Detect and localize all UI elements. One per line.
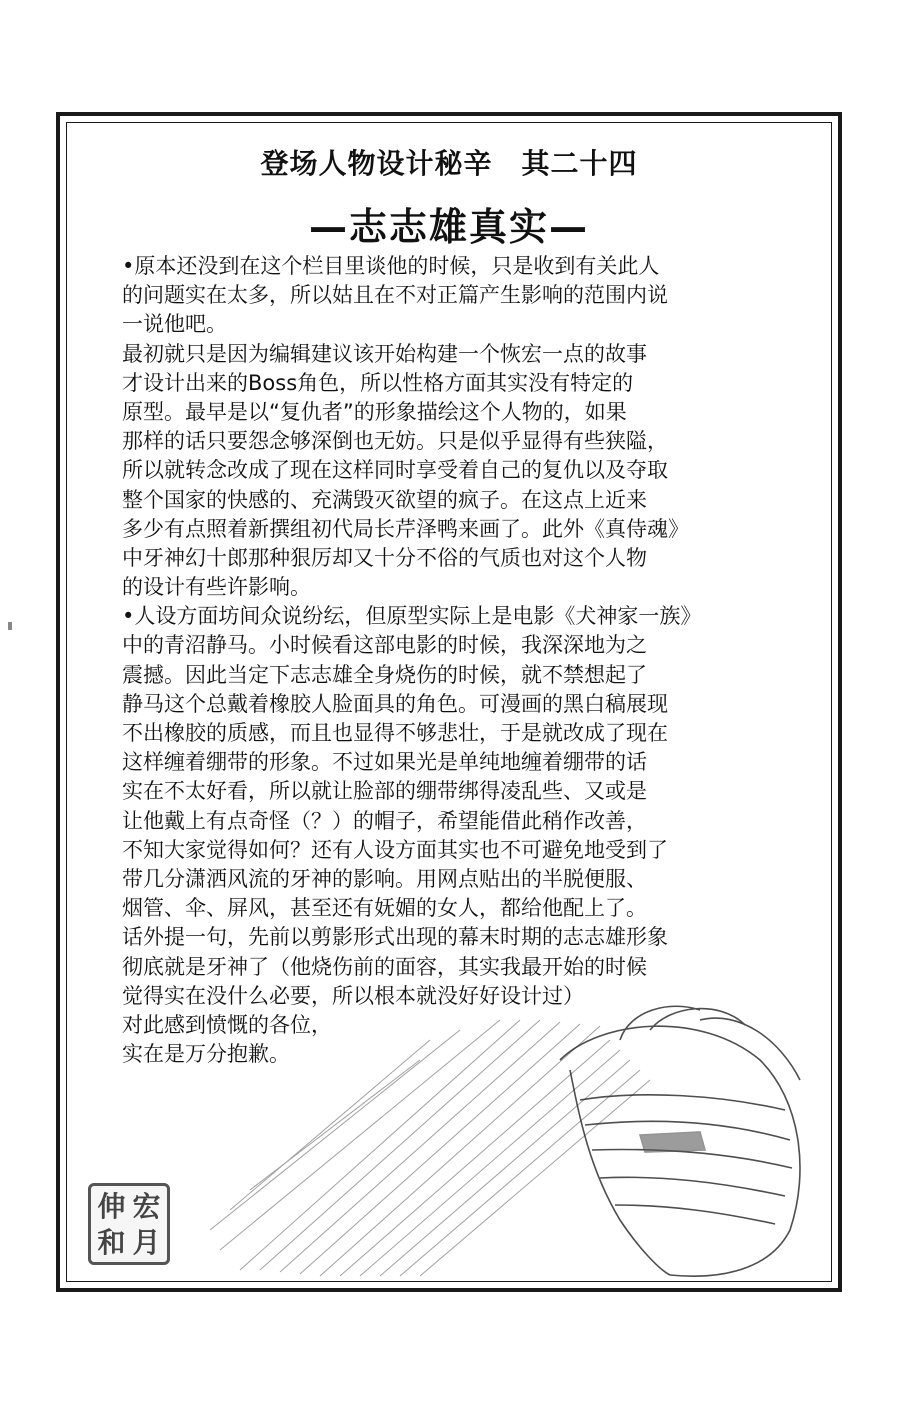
body-line: 所以就转念改成了现在这样同时享受着自己的复仇以及夺取 (122, 458, 668, 483)
body-line: 一说他吧。 (122, 312, 227, 337)
body-line: 整个国家的快感的、充满毁灭欲望的疯子。在这点上近来 (122, 487, 647, 512)
article-body (122, 252, 832, 1069)
body-line: 实在是万分抱歉。 (122, 1042, 290, 1067)
body-line: 那样的话只要怨念够深倒也无妨。只是似乎显得有些狭隘， (122, 429, 668, 454)
body-line: 实在不太好看，所以就让脸部的绷带绑得凌乱些、又或是 (122, 779, 647, 804)
body-line: 话外提一句，先前以剪影形式出现的幕末时期的志志雄形象 (122, 925, 668, 950)
body-line: •原本还没到在这个栏目里谈他的时候，只是收到有关此人 (122, 254, 660, 278)
author-seal-icon (88, 1183, 170, 1265)
body-line: 中牙神幻十郎那种狠厉却又十分不俗的气质也对这个人物 (122, 545, 647, 570)
body-line: 才设计出来的Boss角色，所以性格方面其实没有特定的 (122, 370, 634, 395)
seal-char: 伸 (97, 1190, 126, 1223)
body-line: 这样缠着绷带的形象。不过如果光是单纯地缠着绷带的话 (122, 750, 647, 775)
body-line: 对此感到愤慨的各位， (122, 1012, 332, 1037)
body-line: 觉得实在没什么必要，所以根本就没好好设计过） (122, 983, 584, 1008)
body-line: 中的青沼静马。小时候看这部电影的时候，我深深地为之 (122, 633, 647, 658)
body-line: 原型。最早是以“复仇者”的形象描绘这个人物的，如果 (122, 399, 627, 424)
seal-char: 宏 (132, 1190, 161, 1223)
body-line: 最初就只是因为编辑建议该开始构建一个恢宏一点的故事 (122, 341, 647, 366)
body-line: 让他戴上有点奇怪（？）的帽子，希望能借此稍作改善， (122, 808, 647, 833)
body-line: 的问题实在太多，所以姑且在不对正篇产生影响的范围内说 (122, 283, 668, 308)
body-line: 彻底就是牙神了（他烧伤前的面容，其实我最开始的时候 (122, 954, 647, 979)
page-title: 登场人物设计秘辛 其二十四 (260, 147, 638, 180)
character-sketch-illustration (200, 1000, 830, 1280)
body-line: 震撼。因此当定下志志雄全身烧伤的时候，就不禁想起了 (122, 662, 647, 687)
page-subtitle: —志志雄真实— (308, 205, 589, 249)
page-edge-mark (8, 622, 12, 630)
body-line: 多少有点照着新撰组初代局长芹泽鸭来画了。此外《真侍魂》 (122, 516, 689, 541)
seal-char: 和 (97, 1226, 126, 1259)
body-line: •人设方面坊间众说纷纭，但原型实际上是电影《犬神家一族》 (122, 604, 702, 629)
body-line: 不出橡胶的质感，而且也显得不够悲壮，于是就改成了现在 (122, 721, 668, 745)
body-line: 的设计有些许影响。 (122, 575, 311, 600)
body-line: 静马这个总戴着橡胶人脸面具的角色。可漫画的黑白稿展现 (122, 691, 668, 716)
body-line: 烟管、伞、屏风，甚至还有妩媚的女人，都给他配上了。 (122, 896, 647, 921)
body-line: 带几分潇洒风流的牙神的影响。用网点贴出的半脱便服、 (122, 866, 647, 891)
body-line: 不知大家觉得如何？还有人设方面其实也不可避免地受到了 (122, 837, 668, 862)
seal-char: 月 (132, 1226, 161, 1259)
